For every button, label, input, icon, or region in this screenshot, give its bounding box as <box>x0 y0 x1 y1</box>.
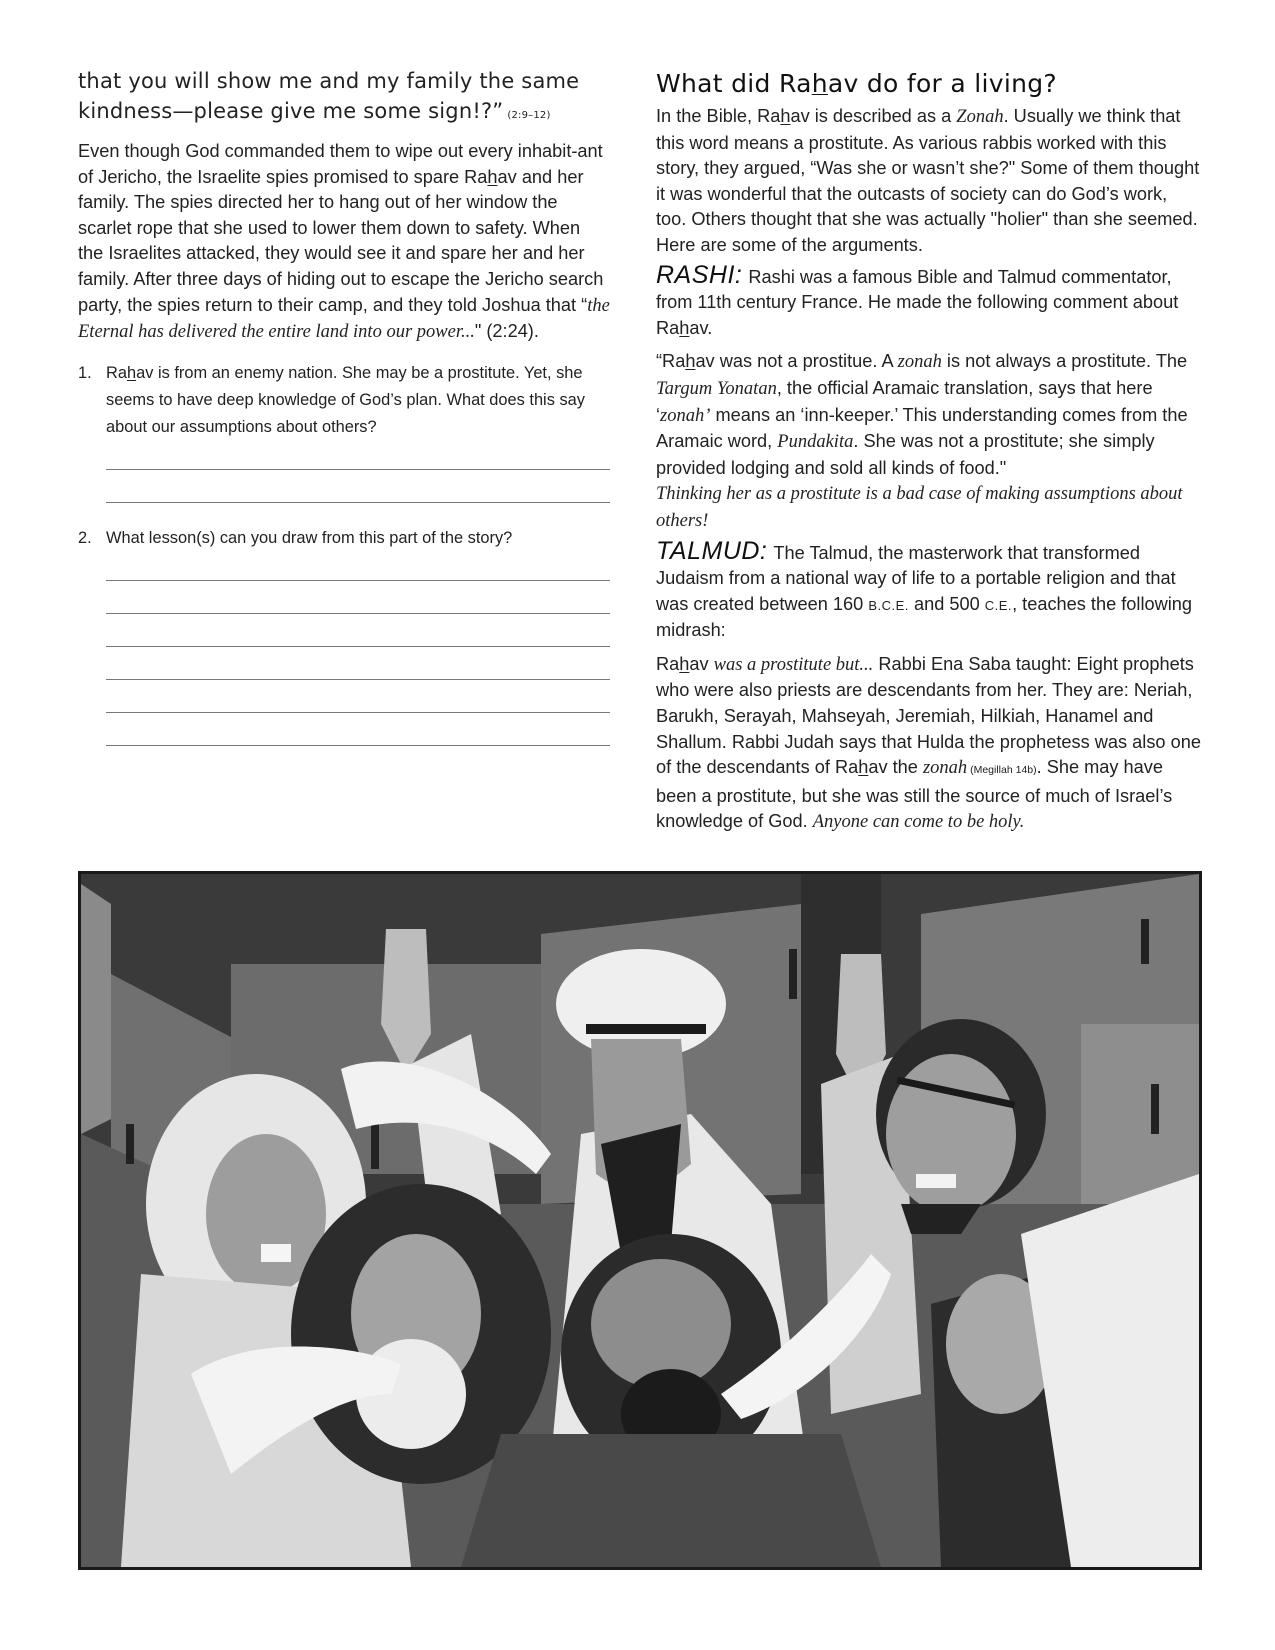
quote-line-1: that you will show me and my family the same <box>78 69 580 93</box>
question-2 <box>78 525 610 552</box>
midrash-paragraph: Rahav was a prostitute but... Rabbi Ena Saba taught: Eight prophets who were also priests are descendants from her. They are: Neriah, Barukh, Serayah, Mahseyah, Jeremiah, Hilkiah, Hanamel and Shallum. Rabbi Judah says that Hulda the prophetess was also one of the descendants of Rahav the zonah (Megillah 14b). She may have been a prostitute, but she was still the source of much of Israel’s knowledge of God. Anyone can come to be holy. <box>656 653 1201 833</box>
talmud-label: TALMUD: <box>656 536 768 565</box>
shofar-illustration <box>78 871 1202 1570</box>
question-number: 2. <box>78 528 92 547</box>
right-column <box>656 68 1202 836</box>
answer-line[interactable] <box>106 712 610 713</box>
answer-line[interactable] <box>106 502 610 503</box>
answer-line[interactable] <box>106 613 610 614</box>
megillah-reference: (Megillah 14b) <box>967 764 1037 777</box>
illustration-artwork <box>81 874 1199 1567</box>
answer-lines-1 <box>78 469 610 503</box>
quote-citation: (2:9–12) <box>507 110 551 121</box>
section-heading: What did Rahav do for a living? <box>656 69 1057 98</box>
answer-line[interactable] <box>106 679 610 680</box>
scripture-quote: the Eternal has delivered the entire land into our power... <box>78 295 610 343</box>
question-number: 1. <box>78 363 92 382</box>
question-text: What lesson(s) can you draw from this part of the story? <box>106 528 513 547</box>
answer-line[interactable] <box>106 580 610 581</box>
quote-line-2: kindness—please give me some sign!?” <box>78 99 504 123</box>
answer-line[interactable] <box>106 469 610 470</box>
talmud-paragraph: TALMUD: The Talmud, the masterwork that transformed Judaism from a national way of life to a portable religion and that was created between 160 B.C.E. and 500 C.E., teaches the following midrash: <box>656 536 1193 641</box>
rashi-paragraph: RASHI: Rashi was a famous Bible and Talmud commentator, from 11th century France. He made the following comment about Rahav. <box>656 260 1179 338</box>
question-text: is from an enemy nation. She may be a prostitute. Yet, she seems to have deep knowledge of God’s plan. What does this say about our assumptions about others? <box>106 363 585 436</box>
answer-line[interactable] <box>106 646 610 647</box>
rashi-label: RASHI: <box>656 260 743 289</box>
answer-line[interactable] <box>106 745 610 746</box>
answer-lines-2 <box>78 580 610 746</box>
rashi-takeaway: Thinking her as a prostitute is a bad case of making assumptions about others! <box>656 484 1183 531</box>
rahav-quote <box>78 66 610 131</box>
rashi-quote: “Rahav was not a prostitue. A zonah is not always a prostitute. The Targum Yonatan, the official Aramaic translation, says that here ‘zonah’ means an ‘inn-keeper.’ This understanding comes from the Aramaic word, Pundakita. She was not a prostitute; she simply provided lodging and sold all kinds of food." Thinking her as a prostitute is a bad case of making assumptions about others! <box>656 351 1188 531</box>
left-column <box>78 66 610 746</box>
intro-paragraph: In the Bible, Rahav is described as a Zonah. Usually we think that this word means a prostitute. As various rabbis worked with this story, they argued, “Was she or wasn’t she?" Some of them thought it was wonderful that the outcasts of society can do God’s work, too. Others thought that she was actually "holier" than she seemed. Here are some of the arguments. <box>656 106 1200 255</box>
question-1: 1. Rahav is from an enemy nation. She may be a prostitute. Yet, she seems to have deep knowledge of God’s plan. What does this say about our assumptions about others? <box>78 360 610 441</box>
narrative-paragraph: Even though God commanded them to wipe out every inhabit-ant of Jericho, the Israelite spies promised to spare Rahav and her family. The spies directed her to hang out of her window the scarlet rope that she used to lower them down to safety. When the Israelites attacked, they would see it and spare her and her family. After three days of hiding out to escape the Jericho search party, the spies return to their camp, and they told Joshua that “the Eternal has delivered the entire land into our power..." (2:24). <box>78 141 610 343</box>
